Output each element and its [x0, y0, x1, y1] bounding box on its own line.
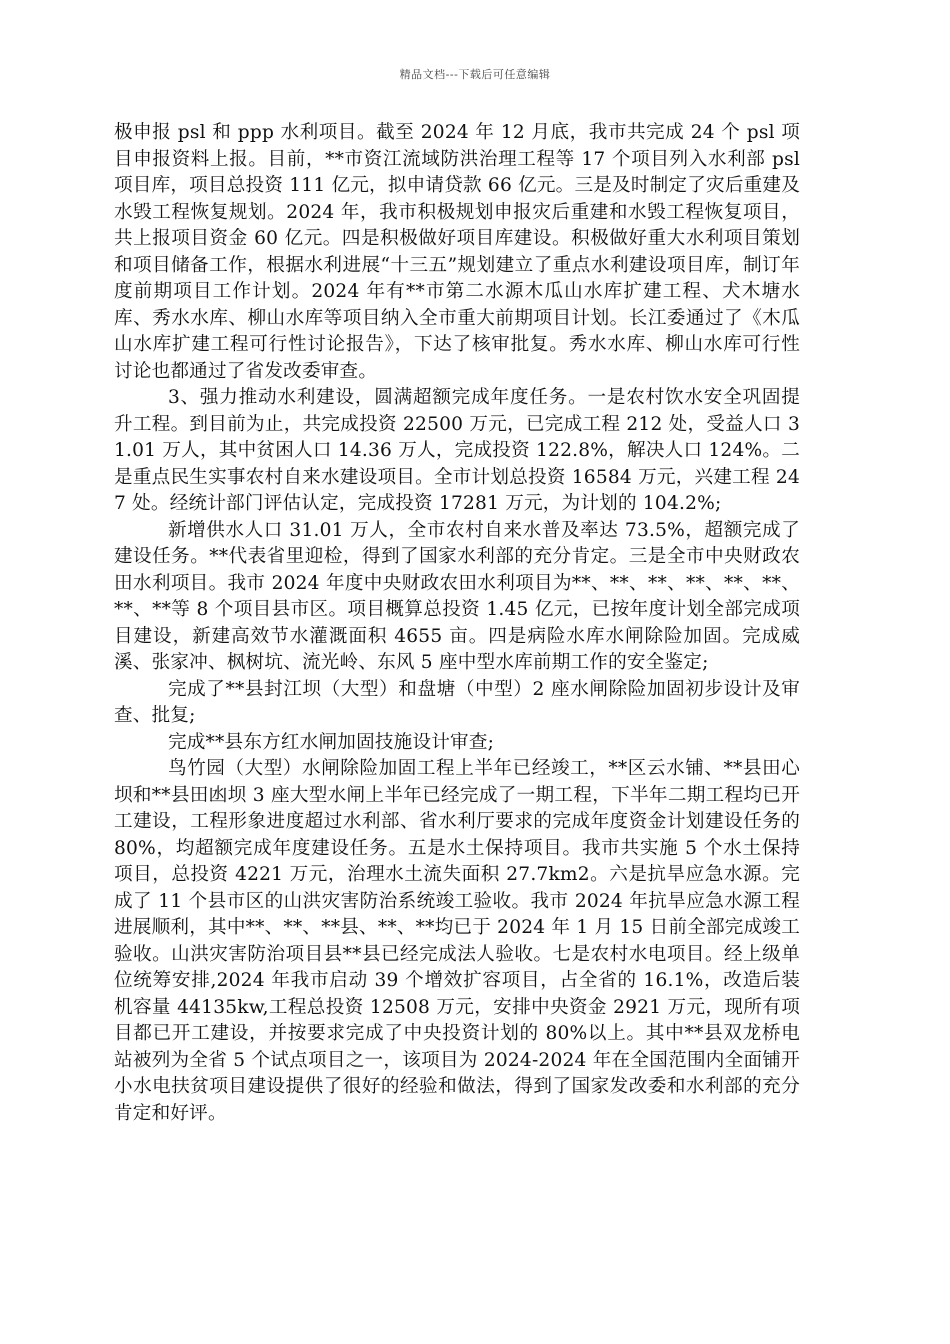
paragraph-3: 新增供水人口 31.01 万人，全市农村自来水普及率达 73.5%，超额完成了建设任务。**代表省里迎检，得到了国家水利部的充分肯定。三是全市中央财政农田水利项目。我市 2024 年度中央财政农田水利项目为**、**、**、**、**、**、**、**等 8 个项目县市区。项目概算总投资 1.45 亿元，已按年度计划全部完成项目建设，新建高效节水灌溉面积 4655 亩。四是病险水库水闸除险加固。完成威溪、张家冲、枫树坑、流光岭、东风 5 座中型水库前期工作的安全鉴定;: [114, 519, 800, 673]
paragraph-1: 极申报 psl 和 ppp 水利项目。截至 2024 年 12 月底，我市共完成 24 个 psl 项目申报资料上报。目前，**市资江流域防洪治理工程等 17 个项目列入水利部 psl 项目库，项目总投资 111 亿元，拟申请贷款 66 亿元。三是及时制定了灾后重建及水毁工程恢复规划。2024 年，我市积极规划申报灾后重建和水毁工程恢复项目，共上报项目资金 60 亿元。四是积极做好项目库建设。积极做好重大水利项目策划和项目储备工作，根据水利进展“十三五”规划建立了重点水利建设项目库，制订年度前期项目工作计划。2024 年有**市第二水源木瓜山水库扩建工程、犬木塘水库、秀水水库、柳山水库等项目纳入全市重大前期项目计划。长江委通过了《木瓜山水库扩建工程可行性讨论报告》，下达了核审批复。秀水水库、柳山水库可行性讨论也都通过了省发改委审查。: [114, 122, 800, 382]
paragraph-2: 3、强力推动水利建设，圆满超额完成年度任务。一是农村饮水安全巩固提升工程。到目前为止，共完成投资 22500 万元，已完成工程 212 处，受益人口 31.01 万人，其中贫困人口 14.36 万人，完成投资 122.8%，解决人口 124%。二是重点民生实事农村自来水建设项目。全市计划总投资 16584 万元，兴建工程 247 处。经统计部门评估认定，完成投资 17281 万元，为计划的 104.2%;: [114, 387, 800, 514]
document-body: [114, 120, 800, 1127]
paragraph-5: 完成**县东方红水闸加固技施设计审查;: [167, 731, 495, 753]
paragraph-4: 完成了**县封江坝（大型）和盘塘（中型）2 座水闸除险加固初步设计及审查、批复;: [114, 678, 800, 726]
page-header: 精品文档---下载后可任意编辑: [399, 68, 551, 81]
paragraph-6: 鸟竹园（大型）水闸除险加固工程上半年已经竣工，**区云水铺、**县田心坝和**县田凼坝 3 座大型水闸上半年已经完成了一期工程，下半年二期工程均已开工建设，工程形象进度超过水利部、省水利厅要求的完成年度资金计划建设任务的 80%，均超额完成年度建设任务。五是水土保持项目。我市共实施 5 个水土保持项目，总投资 4221 万元，治理水土流失面积 27.7km2。六是抗旱应急水源。完成了 11 个县市区的山洪灾害防治系统竣工验收。我市 2024 年抗旱应急水源工程进展顺利，其中**、**、**县、**、**均已于 2024 年 1 月 15 日前全部完成竣工验收。山洪灾害防治项目县**县已经完成法人验收。七是农村水电项目。经上级单位统筹安排,2024 年我市启动 39 个增效扩容项目，占全省的 16.1%，改造后装机容量 44135kw,工程总投资 12508 万元，安排中央资金 2921 万元，现所有项目都已开工建设，并按要求完成了中央投资计划的 80%以上。其中**县双龙桥电站被列为全省 5 个试点项目之一，该项目为 2024-2024 年在全国范围内全面铺开小水电扶贫项目建设提供了很好的经验和做法，得到了国家发改委和水利部的充分肯定和好评。: [114, 758, 800, 1124]
